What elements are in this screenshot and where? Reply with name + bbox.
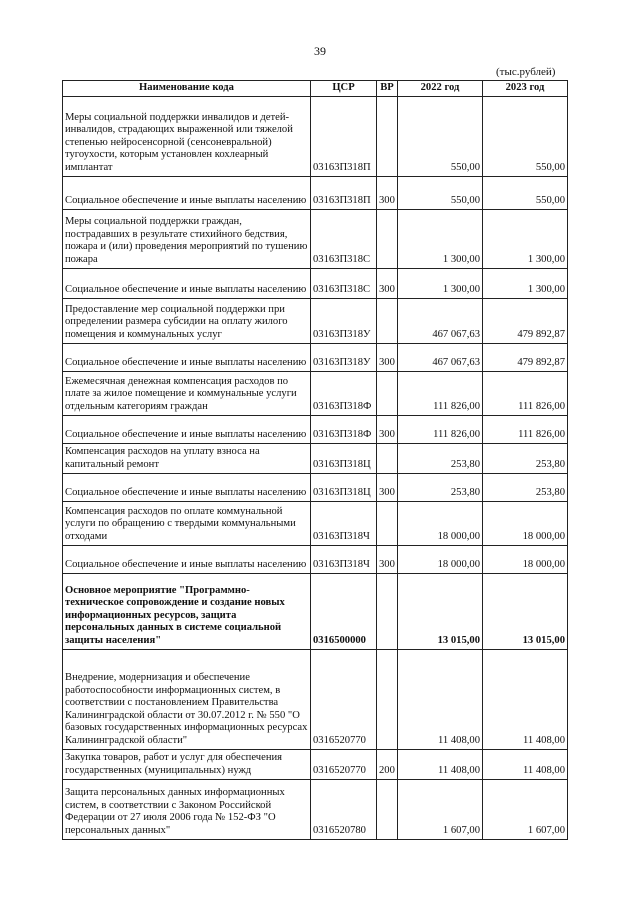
table-row [63, 501, 568, 545]
table-row [63, 176, 568, 209]
table-row [63, 473, 568, 501]
row-2023: 550,00 [483, 96, 568, 176]
row-2023: 479 892,87 [483, 298, 568, 343]
row-2023: 11 408,00 [483, 649, 568, 749]
row-2022: 18 000,00 [398, 545, 483, 573]
row-2023: 18 000,00 [483, 545, 568, 573]
row-vr [377, 501, 398, 545]
header-csr: ЦСР [311, 81, 377, 97]
row-vr: 300 [377, 343, 398, 371]
page-number: 39 [314, 44, 326, 58]
row-2023: 111 826,00 [483, 415, 568, 443]
row-vr: 300 [377, 268, 398, 298]
row-2023: 111 826,00 [483, 371, 568, 415]
row-2022: 13 015,00 [398, 573, 483, 649]
row-2023: 253,80 [483, 443, 568, 473]
row-2022: 1 300,00 [398, 268, 483, 298]
row-name: Социальное обеспечение и иные выплаты населению [63, 176, 311, 209]
row-csr: 03163П318П [311, 96, 377, 176]
row-csr: 0316500000 [311, 573, 377, 649]
row-2022: 467 067,63 [398, 343, 483, 371]
row-name: Социальное обеспечение и иные выплаты населению [63, 415, 311, 443]
row-csr: 03163П318Ц [311, 473, 377, 501]
table-body [63, 96, 568, 839]
header-2022: 2022 год [398, 81, 483, 97]
table-row [63, 573, 568, 649]
budget-table [62, 80, 568, 840]
row-vr [377, 779, 398, 839]
row-name: Меры социальной поддержки граждан, пострадавших в результате стихийного бедствия, пожара и (или) проведения мероприятий по тушению пожара [63, 209, 311, 268]
row-vr: 300 [377, 176, 398, 209]
units-note: (тыс.рублей) [496, 66, 556, 78]
table-row [63, 779, 568, 839]
row-name: Компенсация расходов на уплату взноса на капитальный ремонт [63, 443, 311, 473]
row-2022: 253,80 [398, 473, 483, 501]
row-vr [377, 573, 398, 649]
row-2022: 467 067,63 [398, 298, 483, 343]
row-2023: 1 607,00 [483, 779, 568, 839]
row-vr [377, 371, 398, 415]
row-name: Защита персональных данных информационных систем, в соответствии с Законом Российской Федерации от 27 июля 2006 года № 152-ФЗ "О персональных данных" [63, 779, 311, 839]
row-2022: 11 408,00 [398, 749, 483, 779]
table-row [63, 96, 568, 176]
row-2022: 111 826,00 [398, 371, 483, 415]
table-row [63, 415, 568, 443]
row-name: Социальное обеспечение и иные выплаты населению [63, 473, 311, 501]
row-vr [377, 649, 398, 749]
row-2022: 11 408,00 [398, 649, 483, 749]
row-2022: 111 826,00 [398, 415, 483, 443]
row-name: Основное мероприятие "Программно-техническое сопровождение и создание новых информационных ресурсов, защита персональных данных в системе социальной защиты населения" [63, 573, 311, 649]
row-2022: 550,00 [398, 176, 483, 209]
table-row [63, 371, 568, 415]
row-csr: 03163П318Ч [311, 501, 377, 545]
row-vr: 300 [377, 415, 398, 443]
row-2023: 1 300,00 [483, 268, 568, 298]
row-2023: 13 015,00 [483, 573, 568, 649]
row-name: Ежемесячная денежная компенсация расходов по плате за жилое помещение и коммунальные услуги отдельным категориям граждан [63, 371, 311, 415]
row-vr [377, 298, 398, 343]
row-csr: 03163П318Ц [311, 443, 377, 473]
table-row [63, 268, 568, 298]
row-vr: 300 [377, 545, 398, 573]
row-name: Социальное обеспечение и иные выплаты населению [63, 268, 311, 298]
row-name: Компенсация расходов по оплате коммунальной услуги по обращению с твердыми коммунальными отходами [63, 501, 311, 545]
row-2022: 1 607,00 [398, 779, 483, 839]
row-csr: 03163П318У [311, 343, 377, 371]
table-row [63, 545, 568, 573]
row-2023: 18 000,00 [483, 501, 568, 545]
row-vr [377, 443, 398, 473]
table-row [63, 343, 568, 371]
header-name: Наименование кода [63, 81, 311, 97]
row-2023: 479 892,87 [483, 343, 568, 371]
row-vr [377, 96, 398, 176]
row-csr: 03163П318С [311, 268, 377, 298]
row-2022: 18 000,00 [398, 501, 483, 545]
row-name: Меры социальной поддержки инвалидов и детей-инвалидов, страдающих выраженной или тяжелой степенью нейросенсорной (сенсоневральной) тугоухости, которым установлен кохлеарный имплантат [63, 96, 311, 176]
table-row [63, 209, 568, 268]
row-csr: 03163П318Ф [311, 371, 377, 415]
row-vr: 200 [377, 749, 398, 779]
row-name: Социальное обеспечение и иные выплаты населению [63, 343, 311, 371]
row-csr: 03163П318С [311, 209, 377, 268]
row-vr [377, 209, 398, 268]
table-row [63, 749, 568, 779]
table-row [63, 443, 568, 473]
row-csr: 03163П318Ф [311, 415, 377, 443]
row-csr: 03163П318У [311, 298, 377, 343]
row-name: Закупка товаров, работ и услуг для обеспечения государственных (муниципальных) нужд [63, 749, 311, 779]
row-csr: 0316520770 [311, 749, 377, 779]
row-name: Предоставление мер социальной поддержки при определении размера субсидии на оплату жилого помещения и коммунальных услуг [63, 298, 311, 343]
row-csr: 0316520770 [311, 649, 377, 749]
row-2022: 550,00 [398, 96, 483, 176]
row-csr: 03163П318Ч [311, 545, 377, 573]
row-2023: 253,80 [483, 473, 568, 501]
row-2023: 1 300,00 [483, 209, 568, 268]
row-2022: 253,80 [398, 443, 483, 473]
row-csr: 03163П318П [311, 176, 377, 209]
table-row [63, 298, 568, 343]
table-header-row [63, 81, 568, 97]
row-name: Внедрение, модернизация и обеспечение работоспособности информационных систем, в соответствии с постановлением Правительства Калининградской области от 30.07.2012 г. № 550 "О базовых государственных информационных ресурсах Калининградской области" [63, 649, 311, 749]
row-2023: 11 408,00 [483, 749, 568, 779]
header-vr: ВР [377, 81, 398, 97]
row-2023: 550,00 [483, 176, 568, 209]
row-2022: 1 300,00 [398, 209, 483, 268]
row-name: Социальное обеспечение и иные выплаты населению [63, 545, 311, 573]
table-row [63, 649, 568, 749]
header-2023: 2023 год [483, 81, 568, 97]
row-csr: 0316520780 [311, 779, 377, 839]
row-vr: 300 [377, 473, 398, 501]
